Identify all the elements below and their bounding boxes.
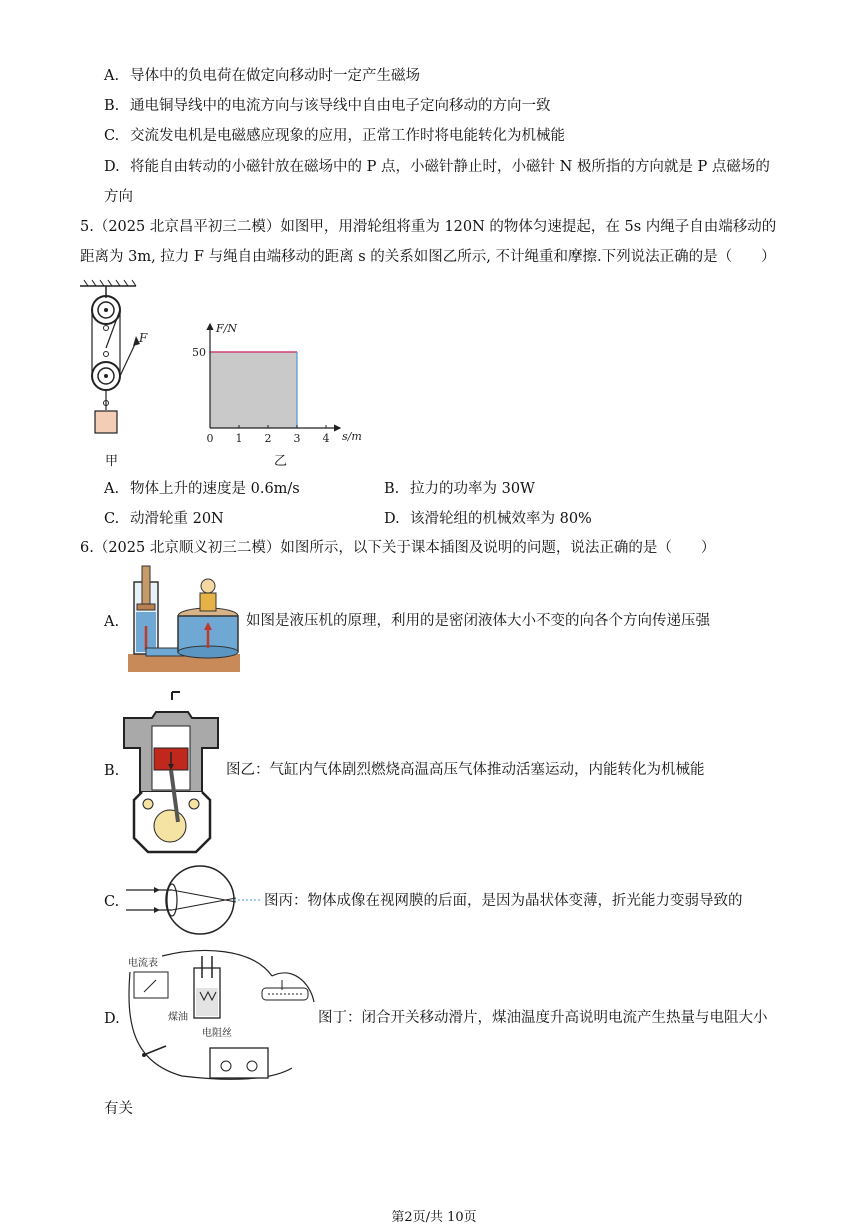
page-footer: 第2页/共 10页 — [391, 1210, 477, 1225]
q4-option-a: A. 导体中的负电荷在做定向移动时一定产生磁场 — [104, 68, 420, 84]
q5-option-a: A. 物体上升的速度是 0.6m/s — [104, 481, 300, 497]
force-distance-chart — [188, 318, 368, 468]
chart-x-tick-4: 4 — [322, 432, 330, 445]
figure-jia-label: 甲 — [105, 454, 119, 469]
force-label: F — [139, 331, 148, 345]
oil-label: 煤油 — [168, 1012, 188, 1023]
engine-cylinder-figure — [118, 688, 224, 856]
ammeter-label: 电流表 — [128, 958, 158, 969]
q6-option-b-text: 图乙：气缸内气体剧烈燃烧高温高压气体推动活塞运动，内能转化为机械能 — [226, 762, 705, 778]
q5-stem-line1: 5.（2025 北京昌平初三二模）如图甲，用滑轮组将重为 120N 的物体匀速提起，在 5s 内绳子自由端移动的 — [80, 219, 777, 235]
q6-option-a-label: A. — [104, 614, 120, 630]
q6-option-d-text: 图丁：闭合开关移动滑片，煤油温度升高说明电流产生热量与电阻大小 — [318, 1010, 768, 1026]
eye-focus-figure — [124, 864, 262, 936]
chart-y-tick-50: 50 — [192, 346, 206, 359]
chart-y-label: F/N — [216, 322, 237, 335]
circuit-heating-figure — [122, 942, 318, 1084]
q6-option-d-continued: 有关 — [104, 1101, 133, 1117]
q5-option-b: B. 拉力的功率为 30W — [384, 481, 535, 497]
q6-option-c-text: 图丙：物体成像在视网膜的后面，是因为晶状体变薄，折光能力变弱导致的 — [264, 893, 743, 909]
q5-option-d: D. 该滑轮组的机械效率为 80% — [384, 511, 592, 527]
load-block — [95, 411, 117, 433]
pulley-system-figure — [76, 276, 166, 468]
chart-x-tick-1: 1 — [235, 432, 243, 445]
q6-option-c-label: C. — [104, 894, 120, 910]
q6-option-d-label: D. — [104, 1011, 120, 1027]
chart-x-tick-0: 0 — [206, 432, 214, 445]
q6-option-a-text: 如图是液压机的原理，利用的是密闭液体大小不变的向各个方向传递压强 — [246, 613, 710, 629]
hydraulic-press-figure — [128, 564, 240, 672]
q6-option-b-label: B. — [104, 763, 120, 779]
q4-option-c: C. 交流发电机是电磁感应现象的应用，正常工作时将电能转化为机械能 — [104, 128, 565, 144]
q4-option-d-continued: 方向 — [104, 189, 133, 205]
chart-x-label: s/m — [342, 430, 362, 443]
wire-label: 电阻丝 — [202, 1028, 232, 1039]
figure-yi-label: 乙 — [274, 454, 288, 469]
q5-option-c: C. 动滑轮重 20N — [104, 511, 224, 527]
q5-stem-line2: 距离为 3m, 拉力 F 与绳自由端移动的距离 s 的关系如图乙所示, 不计绳重和摩擦.下列说法正确的是（ ） — [80, 249, 776, 265]
q4-option-d: D. 将能自由转动的小磁针放在磁场中的 P 点，小磁针静止时，小磁针 N 极所指的方向就是 P 点磁场的 — [104, 159, 770, 175]
chart-area-fill — [210, 352, 297, 428]
chart-x-tick-2: 2 — [264, 432, 272, 445]
q4-option-b: B. 通电铜导线中的电流方向与该导线中自由电子定向移动的方向一致 — [104, 98, 551, 114]
q6-stem: 6.（2025 北京顺义初三二模）如图所示，以下关于课本插图及说明的问题，说法正确的是（ ） — [80, 540, 716, 556]
chart-x-tick-3: 3 — [293, 432, 301, 445]
